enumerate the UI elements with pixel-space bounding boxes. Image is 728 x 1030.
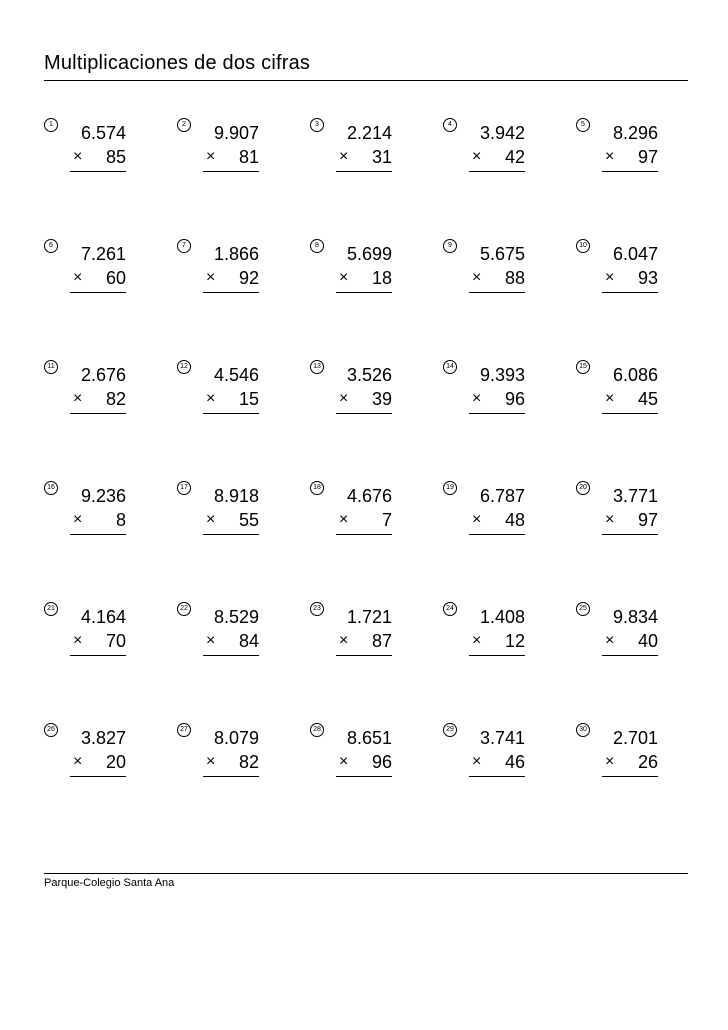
multiplier: 82	[105, 389, 126, 409]
multiply-sign: ×	[605, 632, 615, 649]
multiply-sign: ×	[472, 390, 482, 407]
problem-item	[443, 239, 563, 319]
problem-number-badge: 28	[310, 723, 324, 737]
problem-number-badge: 8	[310, 239, 324, 253]
multiplier: 7	[381, 510, 392, 530]
problem-item	[576, 602, 696, 682]
answer-line	[602, 534, 658, 535]
problem-item	[177, 118, 297, 198]
problem-item	[443, 360, 563, 440]
multiply-sign: ×	[206, 148, 216, 165]
answer-line	[203, 413, 259, 414]
multiplier: 40	[637, 631, 658, 651]
multiplicand: 9.236	[80, 486, 126, 506]
problem-item	[44, 602, 164, 682]
problem-number-badge: 10	[576, 239, 590, 253]
footer-text: Parque-Colegio Santa Ana	[44, 877, 175, 889]
multiplier: 15	[238, 389, 259, 409]
multiplicand: 2.701	[612, 728, 658, 748]
problem-item	[443, 118, 563, 198]
problem-item	[310, 481, 430, 561]
multiplicand: 1.408	[479, 607, 525, 627]
answer-line	[602, 413, 658, 414]
multiplier: 12	[504, 631, 525, 651]
multiplicand: 3.827	[80, 728, 126, 748]
multiply-sign: ×	[605, 269, 615, 286]
multiplier: 85	[105, 147, 126, 167]
answer-line	[203, 655, 259, 656]
multiplicand: 2.676	[80, 365, 126, 385]
multiply-sign: ×	[472, 632, 482, 649]
problem-number-badge: 13	[310, 360, 324, 374]
multiplicand: 8.079	[213, 728, 259, 748]
problem-item	[443, 723, 563, 803]
answer-line	[70, 776, 126, 777]
problem-item	[576, 239, 696, 319]
problem-item	[576, 360, 696, 440]
answer-line	[70, 534, 126, 535]
multiply-sign: ×	[206, 511, 216, 528]
problem-item	[443, 481, 563, 561]
multiplicand: 8.296	[612, 123, 658, 143]
multiplicand: 6.574	[80, 123, 126, 143]
problem-number-badge: 16	[44, 481, 58, 495]
page-title: Multiplicaciones de dos cifras	[44, 52, 311, 74]
problem-item	[44, 360, 164, 440]
footer-divider	[44, 873, 688, 874]
multiplier: 88	[504, 268, 525, 288]
multiply-sign: ×	[472, 148, 482, 165]
answer-line	[203, 776, 259, 777]
multiply-sign: ×	[73, 632, 83, 649]
multiply-sign: ×	[605, 511, 615, 528]
answer-line	[336, 534, 392, 535]
multiplier: 87	[371, 631, 392, 651]
multiply-sign: ×	[73, 753, 83, 770]
multiplier: 96	[504, 389, 525, 409]
multiply-sign: ×	[605, 390, 615, 407]
answer-line	[469, 171, 525, 172]
multiply-sign: ×	[73, 148, 83, 165]
multiplicand: 8.651	[346, 728, 392, 748]
answer-line	[336, 655, 392, 656]
problem-item	[177, 239, 297, 319]
multiply-sign: ×	[73, 269, 83, 286]
multiplicand: 3.741	[479, 728, 525, 748]
multiplier: 48	[504, 510, 525, 530]
multiplier: 96	[371, 752, 392, 772]
multiply-sign: ×	[339, 390, 349, 407]
problem-item	[44, 481, 164, 561]
multiply-sign: ×	[206, 390, 216, 407]
problem-number-badge: 1	[44, 118, 58, 132]
multiplier: 97	[637, 147, 658, 167]
answer-line	[336, 292, 392, 293]
answer-line	[469, 534, 525, 535]
problem-item	[177, 481, 297, 561]
problem-number-badge: 17	[177, 481, 191, 495]
problem-item	[177, 723, 297, 803]
answer-line	[469, 655, 525, 656]
multiplicand: 9.907	[213, 123, 259, 143]
problem-item	[177, 360, 297, 440]
multiply-sign: ×	[206, 753, 216, 770]
problem-number-badge: 7	[177, 239, 191, 253]
multiplier: 20	[105, 752, 126, 772]
multiply-sign: ×	[73, 390, 83, 407]
multiply-sign: ×	[206, 632, 216, 649]
multiply-sign: ×	[339, 511, 349, 528]
problem-number-badge: 18	[310, 481, 324, 495]
problem-number-badge: 21	[44, 602, 58, 616]
problem-item	[177, 602, 297, 682]
answer-line	[469, 292, 525, 293]
problem-item	[310, 118, 430, 198]
problem-item	[576, 723, 696, 803]
problem-item	[576, 118, 696, 198]
answer-line	[70, 655, 126, 656]
answer-line	[602, 292, 658, 293]
multiplier: 46	[504, 752, 525, 772]
multiplicand: 1.866	[213, 244, 259, 264]
multiplicand: 9.393	[479, 365, 525, 385]
multiplicand: 8.529	[213, 607, 259, 627]
answer-line	[203, 534, 259, 535]
problem-item	[310, 602, 430, 682]
multiplier: 70	[105, 631, 126, 651]
multiplier: 18	[371, 268, 392, 288]
problem-item	[310, 723, 430, 803]
problem-number-badge: 11	[44, 360, 58, 374]
multiplier: 31	[371, 147, 392, 167]
answer-line	[469, 776, 525, 777]
multiplicand: 3.942	[479, 123, 525, 143]
multiplier: 82	[238, 752, 259, 772]
multiplier: 60	[105, 268, 126, 288]
problem-number-badge: 9	[443, 239, 457, 253]
answer-line	[336, 776, 392, 777]
problem-item	[310, 360, 430, 440]
problem-number-badge: 2	[177, 118, 191, 132]
multiply-sign: ×	[605, 148, 615, 165]
problem-item	[310, 239, 430, 319]
problem-number-badge: 22	[177, 602, 191, 616]
problem-number-badge: 14	[443, 360, 457, 374]
problem-item	[443, 602, 563, 682]
multiplicand: 1.721	[346, 607, 392, 627]
multiply-sign: ×	[472, 511, 482, 528]
answer-line	[70, 171, 126, 172]
multiplicand: 4.164	[80, 607, 126, 627]
answer-line	[469, 413, 525, 414]
multiplicand: 4.676	[346, 486, 392, 506]
problem-number-badge: 26	[44, 723, 58, 737]
multiply-sign: ×	[339, 148, 349, 165]
problem-number-badge: 24	[443, 602, 457, 616]
multiplier: 39	[371, 389, 392, 409]
answer-line	[336, 171, 392, 172]
answer-line	[602, 776, 658, 777]
problem-number-badge: 25	[576, 602, 590, 616]
problem-number-badge: 30	[576, 723, 590, 737]
problem-number-badge: 3	[310, 118, 324, 132]
multiplier: 92	[238, 268, 259, 288]
problem-number-badge: 4	[443, 118, 457, 132]
answer-line	[203, 292, 259, 293]
multiply-sign: ×	[339, 632, 349, 649]
answer-line	[70, 413, 126, 414]
multiplier: 81	[238, 147, 259, 167]
multiply-sign: ×	[73, 511, 83, 528]
multiplicand: 5.699	[346, 244, 392, 264]
multiply-sign: ×	[206, 269, 216, 286]
problem-number-badge: 29	[443, 723, 457, 737]
multiplier: 55	[238, 510, 259, 530]
multiplicand: 3.526	[346, 365, 392, 385]
multiplier: 42	[504, 147, 525, 167]
multiply-sign: ×	[472, 753, 482, 770]
multiplicand: 5.675	[479, 244, 525, 264]
multiply-sign: ×	[605, 753, 615, 770]
problem-number-badge: 20	[576, 481, 590, 495]
multiplicand: 2.214	[346, 123, 392, 143]
multiplicand: 6.086	[612, 365, 658, 385]
answer-line	[602, 655, 658, 656]
answer-line	[602, 171, 658, 172]
multiplicand: 3.771	[612, 486, 658, 506]
multiplicand: 6.047	[612, 244, 658, 264]
multiply-sign: ×	[472, 269, 482, 286]
multiply-sign: ×	[339, 753, 349, 770]
problem-number-badge: 15	[576, 360, 590, 374]
multiplier: 93	[637, 268, 658, 288]
multiplicand: 7.261	[80, 244, 126, 264]
problem-number-badge: 6	[44, 239, 58, 253]
problem-item	[576, 481, 696, 561]
problem-number-badge: 23	[310, 602, 324, 616]
problem-number-badge: 27	[177, 723, 191, 737]
multiply-sign: ×	[339, 269, 349, 286]
problem-number-badge: 5	[576, 118, 590, 132]
multiplicand: 6.787	[479, 486, 525, 506]
multiplier: 8	[115, 510, 126, 530]
multiplicand: 4.546	[213, 365, 259, 385]
multiplier: 84	[238, 631, 259, 651]
multiplicand: 8.918	[213, 486, 259, 506]
problem-number-badge: 12	[177, 360, 191, 374]
multiplicand: 9.834	[612, 607, 658, 627]
problem-item	[44, 723, 164, 803]
problem-number-badge: 19	[443, 481, 457, 495]
answer-line	[203, 171, 259, 172]
multiplier: 26	[637, 752, 658, 772]
problem-item	[44, 118, 164, 198]
multiplier: 97	[637, 510, 658, 530]
answer-line	[70, 292, 126, 293]
answer-line	[336, 413, 392, 414]
problem-item	[44, 239, 164, 319]
multiplier: 45	[637, 389, 658, 409]
